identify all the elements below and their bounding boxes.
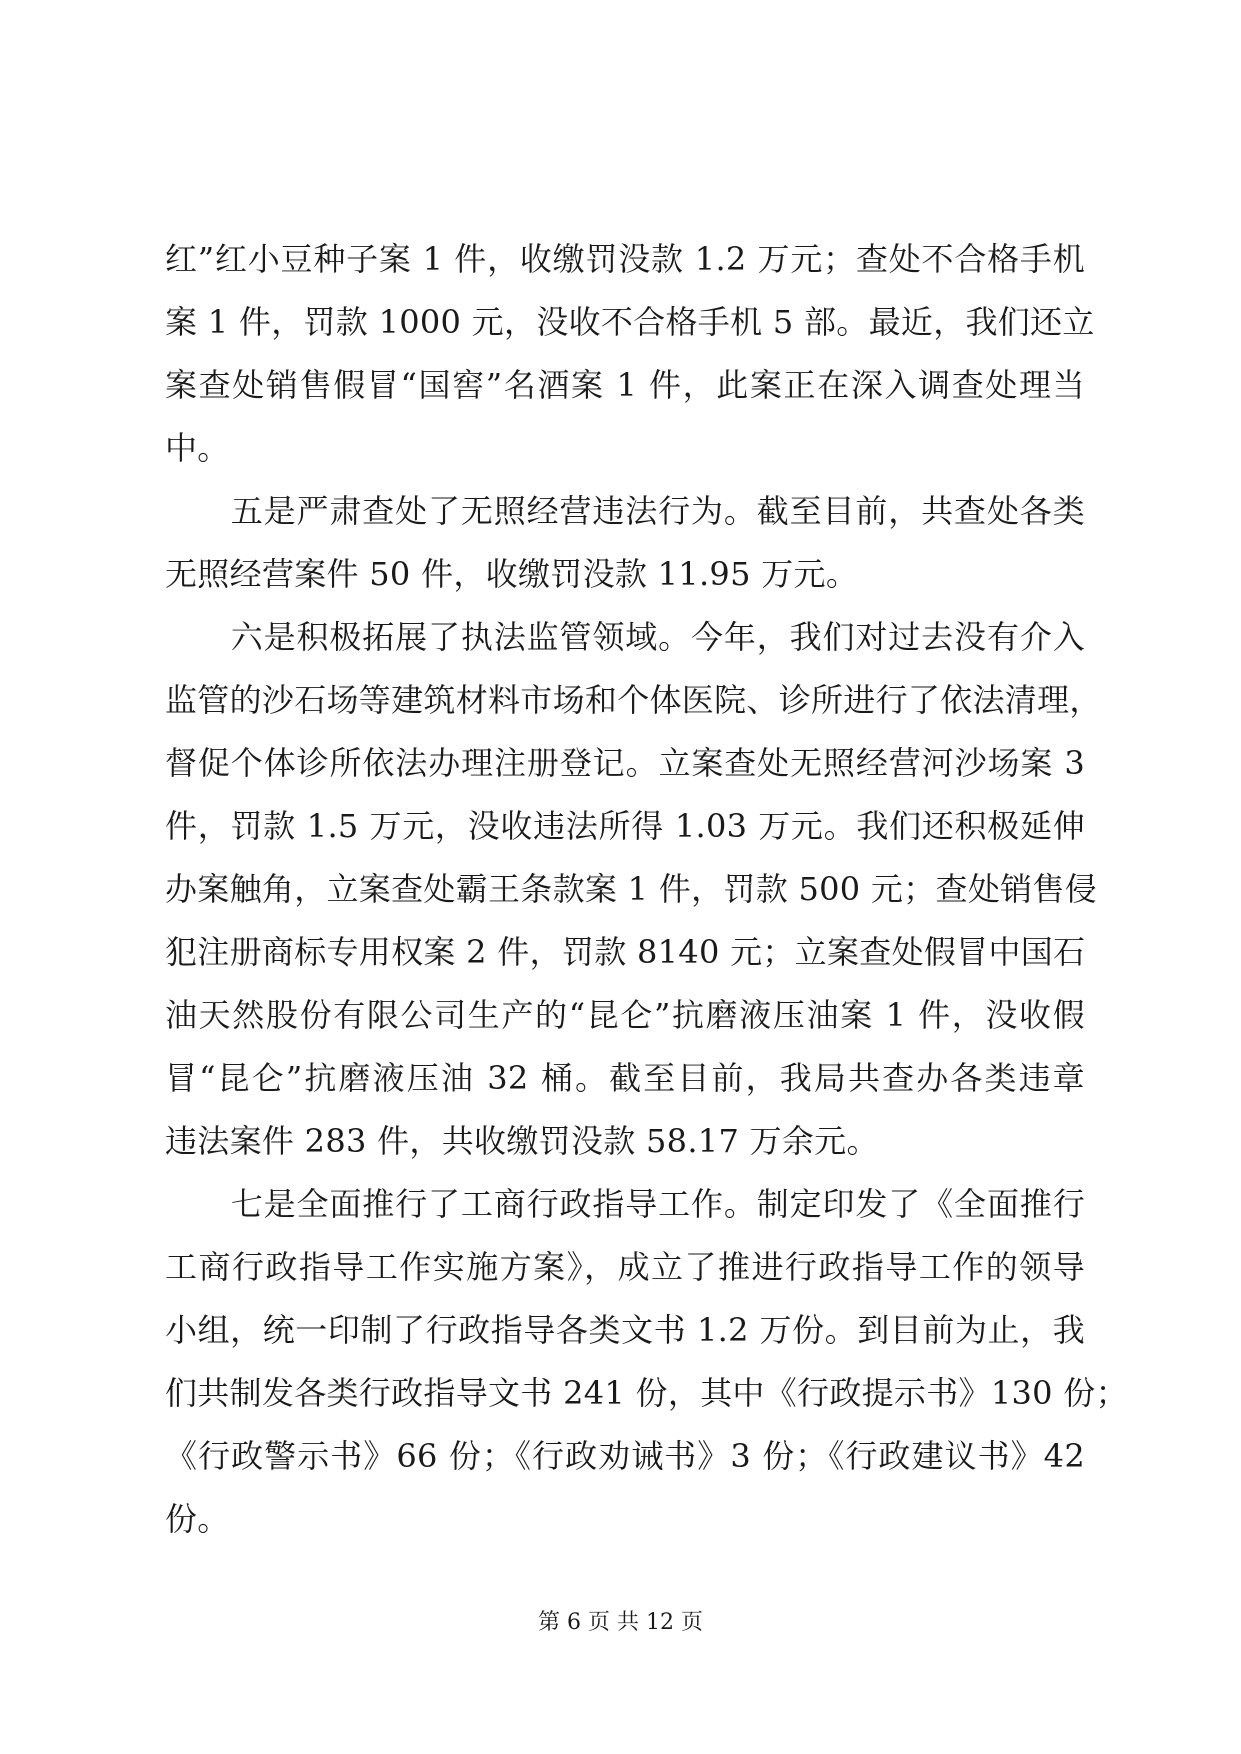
paragraph-2 (165, 480, 1085, 606)
paragraph-1 (165, 228, 1095, 480)
text-line: 《行政警示书》66 份；《行政劝诫书》3 份；《行政建议书》42 (165, 1437, 1085, 1475)
text-line: 六是积极拓展了执法监管领域。今年，我们对过去没有介入 (165, 618, 1085, 656)
text-line: 犯注册商标专用权案 2 件，罚款 8140 元；立案查处假冒中国石 (165, 933, 1086, 971)
text-line: 件，罚款 1.5 万元，没收违法所得 1.03 万元。我们还积极延伸 (165, 807, 1085, 845)
text-line: 冒“昆仑”抗磨液压油 32 桶。截至目前，我局共查办各类违章 (165, 1059, 1085, 1097)
paragraph-4 (165, 1173, 1128, 1551)
text-line: 工商行政指导工作实施方案》，成立了推进行政指导工作的领导 (165, 1248, 1085, 1286)
text-line: 监管的沙石场等建筑材料市场和个体医院、诊所进行了依法清理， (165, 681, 1102, 719)
text-line: 无照经营案件 50 件，收缴罚没款 11.95 万元。 (165, 555, 859, 593)
paragraph-3 (165, 606, 1102, 1173)
text-line: 案查处销售假冒“国窖”名酒案 1 件，此案正在深入调查处理当 (165, 366, 1085, 404)
text-line: 们共制发各类行政指导文书 241 份，其中《行政提示书》130 份； (165, 1374, 1128, 1412)
text-line: 油天然股份有限公司生产的“昆仑”抗磨液压油案 1 件，没收假 (165, 996, 1085, 1034)
page-number-footer: 第 6 页 共 12 页 (538, 1610, 703, 1635)
text-line: 违法案件 283 件，共收缴罚没款 58.17 万余元。 (165, 1122, 879, 1160)
text-line: 办案触角，立案查处霸王条款案 1 件，罚款 500 元；查处销售侵 (165, 870, 1098, 908)
text-line: 小组，统一印制了行政指导各类文书 1.2 万份。到目前为止，我 (165, 1311, 1085, 1349)
text-line: 督促个体诊所依法办理注册登记。立案查处无照经营河沙场案 3 (165, 744, 1085, 782)
document-body (165, 228, 1128, 1551)
text-line: 份。 (165, 1500, 230, 1538)
text-line: 五是严肃查处了无照经营违法行为。截至目前，共查处各类 (165, 492, 1085, 530)
text-line: 中。 (165, 429, 230, 467)
text-line: 案 1 件，罚款 1000 元，没收不合格手机 5 部。最近，我们还立 (165, 303, 1095, 341)
text-line: 红”红小豆种子案 1 件，收缴罚没款 1.2 万元；查处不合格手机 (165, 240, 1085, 278)
text-line: 七是全面推行了工商行政指导工作。制定印发了《全面推行 (165, 1185, 1085, 1223)
